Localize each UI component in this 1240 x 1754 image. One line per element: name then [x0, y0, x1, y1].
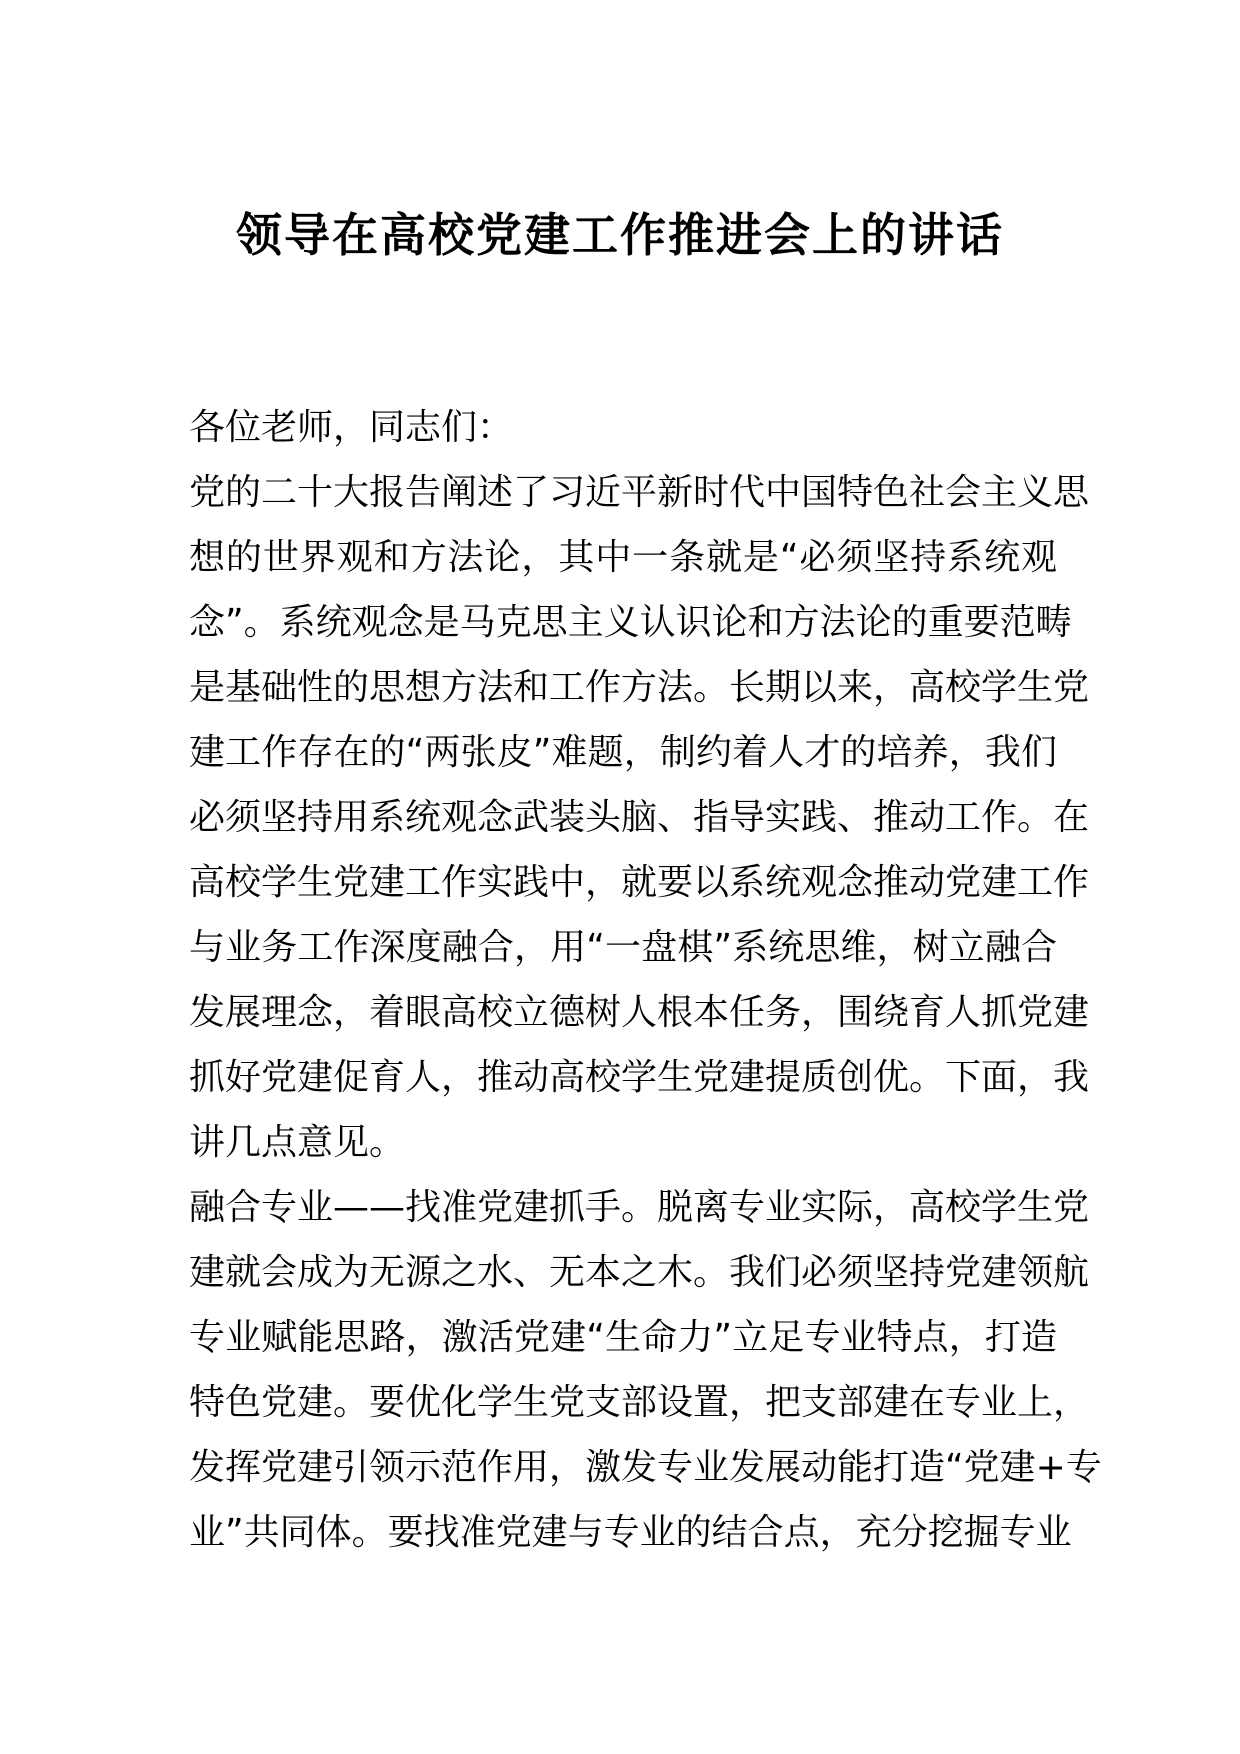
- text-line: 发展理念，着眼高校立德树人根本任务，围绕育人抓党建: [189, 992, 1090, 1033]
- text-line: 想的世界观和方法论，其中一条就是“必须坚持系统观: [189, 537, 1057, 578]
- text-line: 高校学生党建工作实践中，就要以系统观念推动党建工作: [189, 862, 1090, 903]
- text-line: 必须坚持用系统观念武装头脑、指导实践、推动工作。在: [189, 797, 1090, 838]
- text-line: 讲几点意见。: [189, 1122, 406, 1163]
- text-line: 抓好党建促育人，推动高校学生党建提质创优。下面，我: [189, 1057, 1090, 1098]
- text-line: 是基础性的思想方法和工作方法。长期以来，高校学生党: [189, 667, 1090, 708]
- text-line: 发挥党建引领示范作用，激发专业发展动能打造“党建+专: [189, 1447, 1102, 1488]
- text-line: 专业赋能思路，激活党建“生命力”立足专业特点，打造: [189, 1317, 1057, 1358]
- text-line: 融合专业——找准党建抓手。脱离专业实际，高校学生党: [189, 1187, 1090, 1228]
- text-line: 特色党建。要优化学生党支部设置，把支部建在专业上，: [189, 1382, 1090, 1423]
- text-line: 与业务工作深度融合，用“一盘棋”系统思维，树立融合: [189, 927, 1057, 968]
- text-line: 念”。系统观念是马克思主义认识论和方法论的重要范畴: [189, 602, 1072, 643]
- text-line: 业”共同体。要找准党建与专业的结合点，充分挖掘专业: [189, 1512, 1072, 1553]
- text-line: 各位老师，同志们：: [189, 407, 514, 448]
- text-line: 党的二十大报告阐述了习近平新时代中国特色社会主义思: [189, 472, 1090, 513]
- text-line: 建工作存在的“两张皮”难题，制约着人才的培养，我们: [189, 732, 1057, 773]
- text-line: 建就会成为无源之水、无本之木。我们必须坚持党建领航: [189, 1252, 1090, 1293]
- document-body: [189, 395, 1102, 1565]
- document-title: 领导在高校党建工作推进会上的讲话: [236, 208, 1004, 262]
